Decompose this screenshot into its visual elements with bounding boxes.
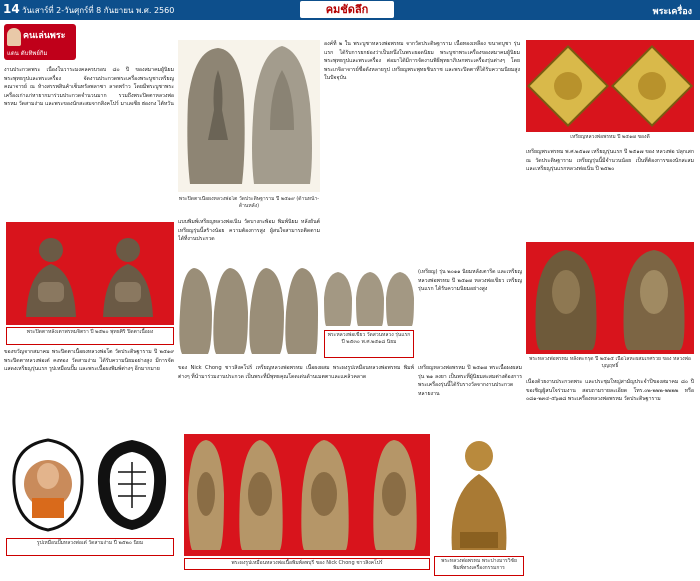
column-byline: แดน ดับทิพย์กิม — [7, 50, 48, 57]
photo-buddha-figurine — [434, 434, 524, 554]
column-badge — [4, 24, 76, 60]
article-text-col4-bottom: เนื่องด้วยงานประกวดพระ และประชุมใหญ่สามัญประจำปีของสมาคม ๘๐ ปี ขอเชิญผู้สนใจร่วมงาน สอบถามรายละเอียด โทร.๐๒-๒๒๒-๒๒๒๒ หรือ ๐๘๑-๒๓๔-๕๖๗๘ พระเครื่องหลวงพ่อพรหม วัดประดิษฐาราม — [526, 379, 694, 403]
article-text-col3-top: องค์ที่ ๒ ใน พระบูชาหลวงพ่อพรหม จากวัดประดิษฐาราม เนื้อทองเหลือง ขนาดบูชา รุ่นแรก ได้รับการยกย่องว่าเป็นหนึ่งในพระยอดนิยม พระบูชาพระเครื่องของสมาคมผู้นิยมพระพุทธรูปและพระเครื่อง ต่อมาได้มีการจัดงานพิธีพุทธาภิเษกพระเครื่องรุ่นต่างๆ โดยพระเกจิอาจารย์ชื่อดังหลายรูป เหรียญพระพุทธชินราช และพระปิดตาที่ได้รับความนิยมสูงในปัจจุบัน — [324, 41, 520, 82]
photo-four-amulets — [178, 262, 320, 360]
caption-round-medals: รูปเหมือนปั๊มหลวงพ่อเต๋ วัดสามง่าม ปี ๒๕๒๐ นิยม — [6, 538, 174, 556]
article-text-col2-bottom: ของ Nick Chong ชาวสิงคโปร์ เหรียญหลวงพ่อพรหม เนื้อผงผสม พระผงรูปเหมือนหลวงพ่อพรหม พิมพ์ต่างๆ ที่นำมาร่วมงานประกวด เป็นพระที่มีพุทธคุณโดดเด่นด้านเมตตาและแคล้วคลาด — [178, 365, 414, 380]
article-text-col4-mid: เหรียญพระพรหม พ.ศ.๒๕๑๗ เหรียญรุ่นแรก ปี ๒๕๑๗ ของ หลวงพ่อ ปลุกเสก ณ วัดประดิษฐาราม เหรียญรุ่นนี้มีจำนวนน้อย เป็นที่ต้องการของนักสะสม และเหรียญรุ่นแรกหลวงพ่อเนิ่น ปี ๒๕๒๐ — [526, 149, 694, 173]
photo-pidta-amulets — [184, 434, 430, 556]
article-text-col1: งานประกวดพระ เนื่องในวาระมงคลครบรอบ ๘๐ ปี ของสมาคมผู้นิยมพระพุทธรูปและพระเครื่อง จัดงานประกวดพระเครื่องพระบูชาเหรียญคณาจารย์ ณ ห้างสรรพสินค้าเซ็นทรัลพลาซา ลาดพร้าว โดยมีพระบูชาพระเครื่องเก่าแก่หายากมาร่วมประกวดจำนวนมาก รวมถึงพระปิดตาหลวงพ่อพรหม วัดสามง่าม และพระของนักสะสมจากสิงคโปร์ มาเลเซีย ฮ่องกง ไต้หวัน — [4, 67, 174, 108]
photo-gold-plaques — [526, 40, 694, 132]
article-text-col3-mid: (เหรียญ) รุ่น ๒๐๑๑ นิยมหลังเตารีด และเหรียญหลวงพ่อพรหม ปี ๒๕๑๗ หลวงพ่อเขียว เหรียญรุ่นแรก ได้รับความนิยมอย่างสูง — [418, 269, 522, 293]
photo-buddha-statues — [6, 222, 174, 325]
column-title: คนเล่นพระ — [23, 31, 66, 41]
author-photo — [7, 28, 21, 46]
column-author-box — [4, 24, 174, 64]
caption-buddha-figurine: พระหลวงพ่อพรหม พระปางมารวิชัย พิมพ์ทรงเครื่องกรรมการ — [434, 556, 524, 576]
caption-triangle-amulets: พระปิดตาเนื้อผงหลวงพ่อโต วัดประดิษฐาราม ปี ๒๕๑๙ (ด้านหน้า-ด้านหลัง) — [178, 196, 320, 209]
article-text-col3-bottom: เหรียญหลวงพ่อพรหม ปี ๒๕๑๗ พระเนื้อผงผสม รุ่น ๒๑ ลงยา เป็นพระที่ผู้นิยมสะสมต่างต้องการ พระเครื่องรุ่นนี้ได้รับรางวัลจากงานประกวดหลายงาน — [418, 365, 522, 397]
caption-seated-amulets: พระหลวงพ่อพรหม หลังตะกรุด ปี ๒๕๑๕ เนื้อโลหะผสมเกศรวย ของ หลวงพ่อ บุญฤทธิ์ — [529, 356, 691, 369]
page-number: 14 — [3, 2, 20, 16]
caption-gold-plaques: เหรียญหลวงพ่อพรหม ปี ๒๕๑๗ ของดี — [570, 134, 650, 140]
photo-small-amulets — [324, 268, 414, 330]
caption-pidta-amulets: พระผงรูปเหมือนหลวงพ่อเนื้อพิมพ์ลพบุรี ของ Nick Chong ชาวสิงคโปร์ — [184, 558, 430, 570]
photo-triangle-amulets — [178, 40, 320, 192]
section-label: พระเครื่อง — [652, 7, 692, 17]
caption-buddha-statues: พระปิดตาหลังเตาพรหมจิตรา ปี ๒๕๒๐ พุทธศิริ ปิดตาเนื้อผง — [6, 327, 174, 345]
caption-small-amulets: พระหลวงพ่อเขียว วัดสวนหลวง รุ่นแรก ปี ๒๕๓๐ พ.ศ.๒๕๑๘ นิยม — [324, 330, 414, 358]
photo-round-medals — [6, 432, 174, 536]
issue-date: วันเสาร์ที่ 2-วันศุกร์ที่ 8 กันยายน พ.ศ. 2560 — [22, 6, 175, 15]
article-text-col1-lower: ของขวัญจากสมาคม พระปิดตาเนื้อผงหลวงพ่อโต วัดประดิษฐาราม ปี ๒๕๑๙ พระปิดตาหลวงพ่อเต๋ คงทอง วัดสามง่าม ได้รับความนิยมอย่างสูง มีการจัดแสดงเหรียญรุ่นแรก รูปเหมือนปั๊ม และพระเนื้อผงพิมพ์ต่างๆ อีกมากมาย — [4, 349, 174, 373]
page-header — [0, 0, 700, 20]
newspaper-logo: คมชัดลึก — [300, 1, 394, 18]
article-text-col2-mid: แบบพิมพ์เหรียญหลวงพ่อเนิ่น วัดบางกะพ้อม พิมพ์นิยม หลังยันต์ เหรียญรุ่นนี้สร้างน้อย ความต้องการสูง ผู้สนใจสามารถติดตามได้ที่งานประกวด — [178, 219, 320, 243]
photo-seated-amulets — [526, 242, 694, 354]
